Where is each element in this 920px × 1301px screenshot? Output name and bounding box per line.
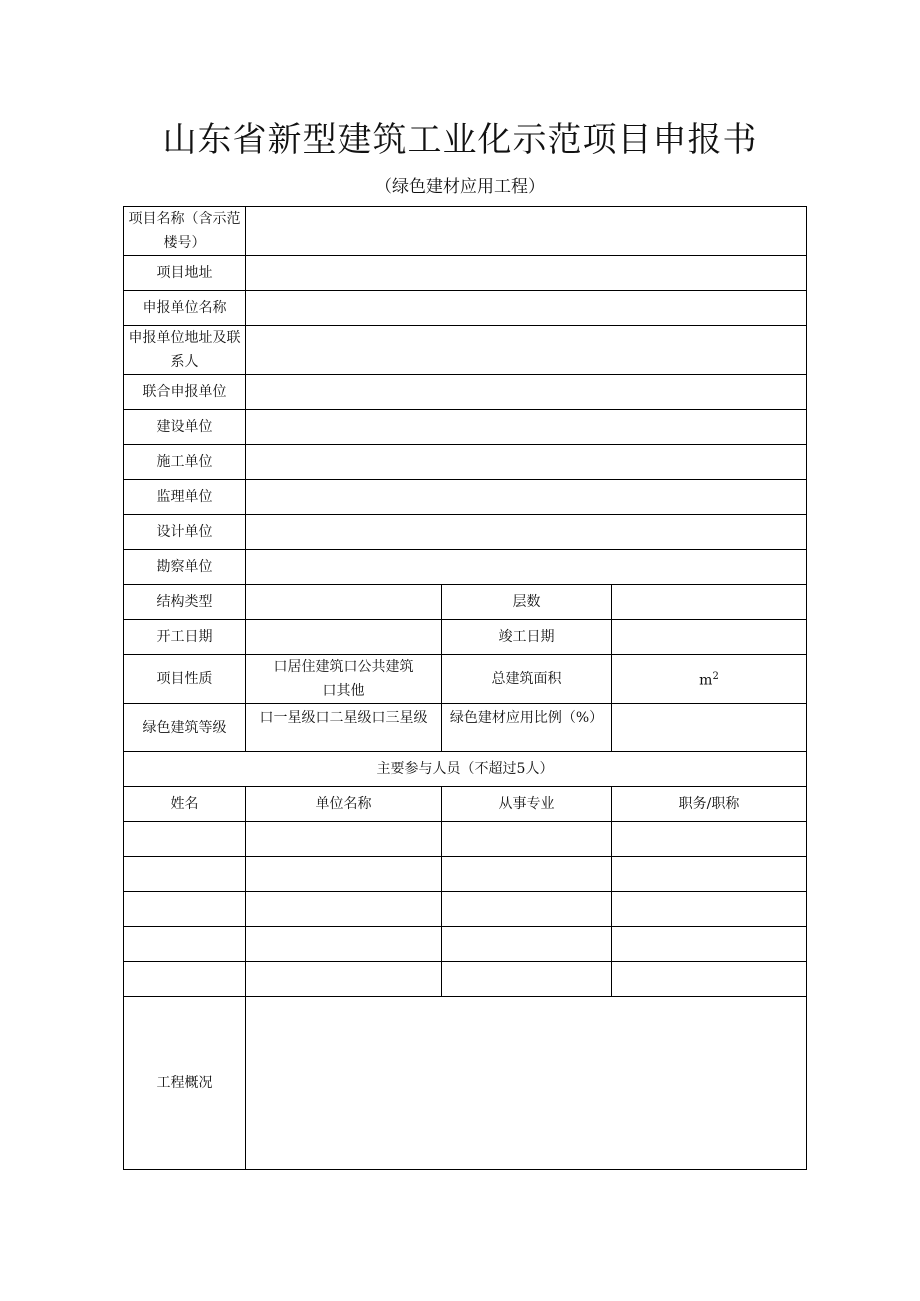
label-project-name: 项目名称（含示范楼号）	[124, 207, 246, 256]
field-completion-date[interactable]	[612, 620, 807, 655]
header-unit: 单位名称	[246, 787, 442, 822]
row-joint-applicant	[124, 375, 807, 410]
row-project-address	[124, 256, 807, 291]
cell-title[interactable]	[612, 962, 807, 997]
cell-unit[interactable]	[246, 892, 442, 927]
nature-options-line2[interactable]: 口其他	[322, 683, 365, 699]
cell-name[interactable]	[124, 962, 246, 997]
field-project-nature[interactable]	[246, 655, 442, 704]
nature-options-line1[interactable]: 口居住建筑口公共建筑	[273, 659, 414, 675]
label-total-area: 总建筑面积	[442, 655, 612, 704]
row-green-level	[124, 704, 807, 752]
field-green-level[interactable]: 口一星级口二星级口三星级	[246, 704, 442, 752]
label-start-date: 开工日期	[124, 620, 246, 655]
cell-major[interactable]	[442, 927, 612, 962]
field-applicant-address[interactable]	[246, 326, 807, 375]
field-builder-unit[interactable]	[246, 445, 807, 480]
row-construction-unit	[124, 410, 807, 445]
table-row	[124, 962, 807, 997]
cell-major[interactable]	[442, 857, 612, 892]
header-major: 从事专业	[442, 787, 612, 822]
cell-title[interactable]	[612, 892, 807, 927]
row-design-unit	[124, 515, 807, 550]
row-overview	[124, 997, 807, 1170]
cell-title[interactable]	[612, 857, 807, 892]
row-nature-area	[124, 655, 807, 704]
label-applicant-name: 申报单位名称	[124, 291, 246, 326]
label-structure-type: 结构类型	[124, 585, 246, 620]
field-construction-unit[interactable]	[246, 410, 807, 445]
field-start-date[interactable]	[246, 620, 442, 655]
table-row	[124, 857, 807, 892]
label-project-nature: 项目性质	[124, 655, 246, 704]
cell-title[interactable]	[612, 927, 807, 962]
row-structure-floors	[124, 585, 807, 620]
label-design-unit: 设计单位	[124, 515, 246, 550]
cell-major[interactable]	[442, 822, 612, 857]
cell-unit[interactable]	[246, 857, 442, 892]
area-unit-sup: 2	[712, 671, 719, 683]
row-participants-title	[124, 752, 807, 787]
row-applicant-address	[124, 326, 807, 375]
field-total-area[interactable]	[612, 655, 807, 704]
cell-name[interactable]	[124, 892, 246, 927]
cell-major[interactable]	[442, 892, 612, 927]
field-design-unit[interactable]	[246, 515, 807, 550]
cell-unit[interactable]	[246, 927, 442, 962]
label-construction-unit: 建设单位	[124, 410, 246, 445]
field-joint-applicant[interactable]	[246, 375, 807, 410]
document-subtitle: （绿色建材应用工程）	[375, 177, 545, 197]
field-green-ratio[interactable]	[612, 704, 807, 752]
field-applicant-name[interactable]	[246, 291, 807, 326]
cell-unit[interactable]	[246, 822, 442, 857]
row-project-name	[124, 207, 807, 256]
row-builder-unit	[124, 445, 807, 480]
field-project-name[interactable]	[246, 207, 807, 256]
field-overview[interactable]	[246, 997, 807, 1170]
field-project-address[interactable]	[246, 256, 807, 291]
table-row	[124, 892, 807, 927]
field-structure-type[interactable]	[246, 585, 442, 620]
participants-title: 主要参与人员（不超过5人）	[124, 752, 807, 787]
table-row	[124, 927, 807, 962]
row-supervision-unit	[124, 480, 807, 515]
document-title: 山东省新型建筑工业化示范项目申报书	[162, 120, 758, 160]
label-floors: 层数	[442, 585, 612, 620]
label-green-level: 绿色建筑等级	[124, 704, 246, 752]
row-survey-unit	[124, 550, 807, 585]
label-applicant-address: 申报单位地址及联系人	[124, 326, 246, 375]
cell-title[interactable]	[612, 822, 807, 857]
field-supervision-unit[interactable]	[246, 480, 807, 515]
label-green-ratio: 绿色建材应用比例（%）	[442, 704, 612, 752]
cell-name[interactable]	[124, 857, 246, 892]
field-survey-unit[interactable]	[246, 550, 807, 585]
label-survey-unit: 勘察单位	[124, 550, 246, 585]
row-dates	[124, 620, 807, 655]
cell-major[interactable]	[442, 962, 612, 997]
table-row	[124, 822, 807, 857]
label-project-address: 项目地址	[124, 256, 246, 291]
header-name: 姓名	[124, 787, 246, 822]
header-title: 职务/职称	[612, 787, 807, 822]
cell-unit[interactable]	[246, 962, 442, 997]
label-supervision-unit: 监理单位	[124, 480, 246, 515]
cell-name[interactable]	[124, 822, 246, 857]
area-unit: m	[699, 672, 713, 689]
field-floors[interactable]	[612, 585, 807, 620]
row-applicant-name	[124, 291, 807, 326]
label-overview: 工程概况	[124, 997, 246, 1170]
label-builder-unit: 施工单位	[124, 445, 246, 480]
cell-name[interactable]	[124, 927, 246, 962]
label-joint-applicant: 联合申报单位	[124, 375, 246, 410]
participants-header-row	[124, 787, 807, 822]
label-completion-date: 竣工日期	[442, 620, 612, 655]
application-form-table	[123, 206, 807, 1170]
